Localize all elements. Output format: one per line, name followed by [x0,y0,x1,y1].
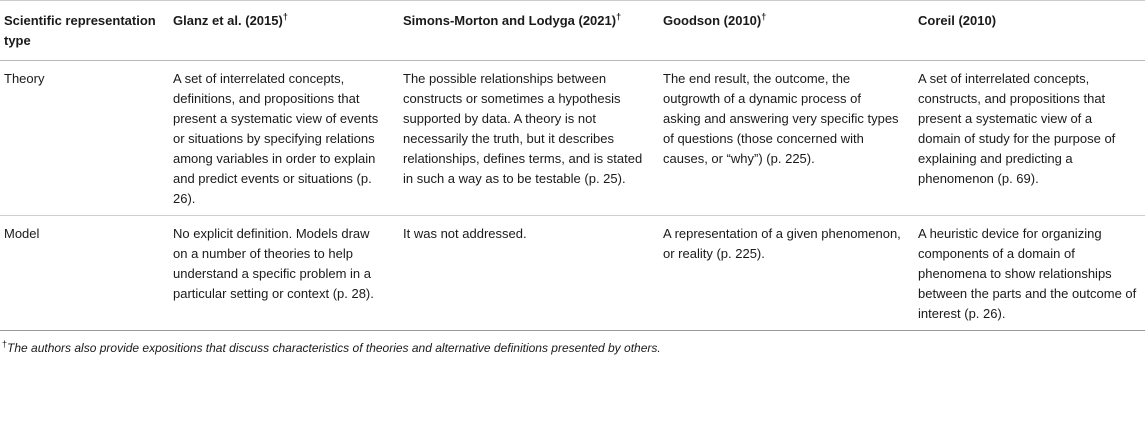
header-text: Simons-Morton and Lodyga (2021) [403,13,617,28]
header-simons-morton [395,1,655,61]
simons-morton-definition-cell: It was not addressed. [395,216,655,331]
dagger-mark: † [761,11,767,22]
glanz-definition-cell: A set of interrelated concepts, definitions, and propositions that present a systematic view of events or situations by specifying relations among variables in order to explain and predict events or situations (p. 26). [165,61,395,216]
goodson-definition-cell: A representation of a given phenomenon, or reality (p. 225). [655,216,910,331]
footnote-dagger-mark: † [2,339,8,349]
header-text: Scientific representation type [4,13,156,48]
simons-morton-definition-cell: The possible relationships between constructs or sometimes a hypothesis supported by data. A theory is not necessarily the truth, but it describes relationships, defines terms, and is stated in such a way as to be testable (p. 25). [395,61,655,216]
coreil-definition-cell: A heuristic device for organizing components of a domain of phenomena to show relationships between the parts and the outcome of interest (p. 26). [910,216,1145,331]
table-row-model [0,216,1145,331]
header-text: Glanz et al. (2015) [173,13,283,28]
header-text: Goodson (2010) [663,13,762,28]
row-type-cell: Theory [0,61,165,216]
header-coreil [910,1,1145,61]
table-row-theory [0,61,1145,216]
table-header-row [0,1,1145,61]
header-representation-type [0,1,165,61]
header-goodson [655,1,910,61]
dagger-mark: † [282,11,288,22]
row-type-cell: Model [0,216,165,331]
table-footnote [0,331,1145,355]
goodson-definition-cell: The end result, the outcome, the outgrowth of a dynamic process of asking and answering very specific types of questions (those concerned with causes, or “why”) (p. 225). [655,61,910,216]
glanz-definition-cell: No explicit definition. Models draw on a number of theories to help understand a specific problem in a particular setting or context (p. 28). [165,216,395,331]
dagger-mark: † [616,11,622,22]
header-text: Coreil (2010) [918,13,997,28]
header-glanz [165,1,395,61]
footnote-text: The authors also provide expositions that discuss characteristics of theories and alternative definitions presented by others. [7,341,661,355]
coreil-definition-cell: A set of interrelated concepts, constructs, and propositions that present a systematic view of a domain of study for the purpose of explaining and predicting a phenomenon (p. 69). [910,61,1145,216]
